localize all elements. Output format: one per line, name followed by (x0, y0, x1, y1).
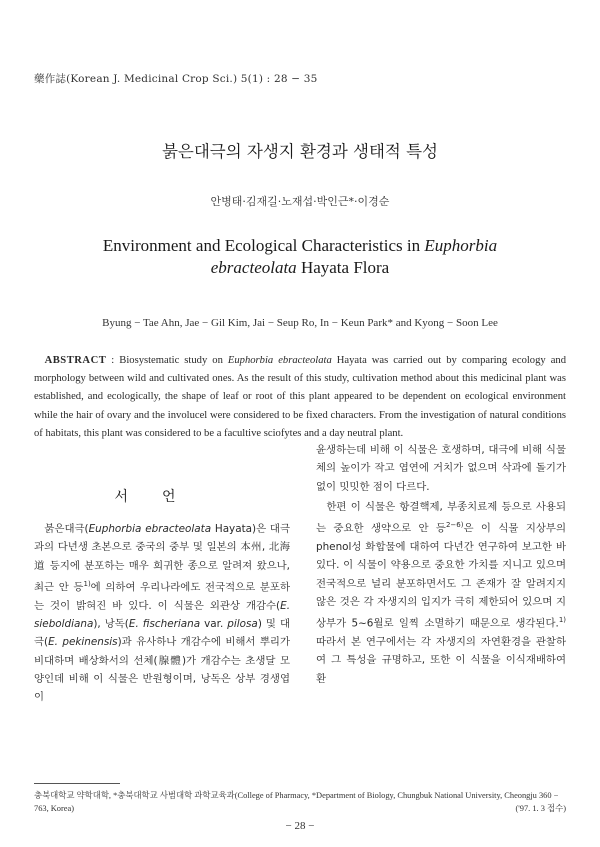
abstract-label: ABSTRACT (44, 355, 107, 366)
left-column (34, 520, 290, 706)
left-p1-f: )과 유사하나 개감수에 비해서 뿌리가 비대하며 배상화서의 선체(腺體)가 개감수는 초생달 모양인데 비해 이 식물은 반원형이며, 낭독은 상부 경생엽이 (34, 636, 291, 704)
authors-korean: 안병태·김재길·노재섭·박인근*·이경순 (210, 195, 390, 208)
left-p1-d: ), 낭독( (93, 617, 129, 630)
left-p1-e2: E. fischeriana (128, 617, 201, 630)
left-p1-var: var. (200, 617, 228, 630)
left-p1-e3: pilosa (227, 617, 258, 630)
abstract (34, 352, 566, 443)
footnote (34, 790, 566, 815)
journal-header: 藥作誌(Korean J. Medicinal Crop Sci.) 5(1) : 28 − 35 (34, 73, 318, 85)
left-p1-b: Hayata)은 대극과의 다년생 초본으로 중국의 중부 및 일본의 本州, 北海道 등지에 분포하는 매우 희귀한 종으로 알려져 왔으나, 최근 안 등 (34, 523, 290, 594)
right-column (316, 441, 566, 688)
title-english-species: ebracteolata (210, 258, 297, 277)
footnote-rule (34, 783, 120, 784)
right-p2-ref1: 2−6) (445, 521, 464, 530)
left-p1-e: ) 및 대극( (34, 617, 291, 649)
title-english (60, 235, 540, 279)
page-number: − 28 − (285, 820, 315, 832)
right-p1: 윤생하는데 비해 이 식물은 호생하며, 대극에 비해 식물체의 높이가 작고 엽연에 거치가 없으며 삭과에 돌기가 없이 밋밋한 점이 다르다. (316, 444, 566, 493)
right-p2-b: 은 이 식물 지상부의 phenol성 화합물에 대하여 다년간 연구하여 보고한 바 있다. 이 식물이 약용으로 중요한 가치를 지니고 있으며 전국적으로 널리 분포하면서도 그 존재가 잘 알려지지 않은 것은 각 자생지의 입지가 극히 제한되어 있으며 지상부가 5∼6월로 일찍 소멸하기 때문으로 생각된다. (316, 522, 566, 630)
right-p2-a: 한편 이 식물은 항결핵제, 부종치료제 등으로 사용되는 중요한 생약으로 안 등 (316, 500, 566, 535)
footnote-affiliation: 충북대학교 약학대학, *충북대학교 사범대학 과학교육과(College of Pharmacy, *Department of Biology, Chungbuk National University, Cheongju 360 − 763, Korea) (34, 791, 559, 813)
abstract-sep: : Biosystematic study on (106, 355, 228, 366)
title-korean: 붉은대극의 자생지 환경과 생태적 특성 (161, 142, 438, 161)
left-p1-ref1: 1) (83, 579, 91, 588)
section-heading: 서언 (114, 489, 210, 505)
title-english-part1: Environment and Ecological Characteristics in (102, 236, 425, 255)
title-english-part2: Hayata Flora (296, 258, 390, 277)
received-date: ('97. 1. 3 접수) (515, 803, 566, 813)
left-p1-e1: E. sieboldiana (34, 599, 290, 630)
left-p1-c: 에 의하여 우리나라에도 전국적으로 분포하는 것이 밝혀진 바 있다. 이 식물은 외관상 개감수( (34, 581, 290, 612)
abstract-species: Euphorbia ebracteolata (227, 355, 332, 366)
authors-english: Byung − Tae Ahn, Jae − Gil Kim, Jai − Seup Ro, In − Keun Park* and Kyong − Soon Lee (102, 317, 498, 329)
right-p2-c: 따라서 본 연구에서는 각 자생지의 자연환경을 관찰하여 그 특성을 규명하고, 또한 이 식물을 이식재배하여 환 (316, 635, 566, 685)
left-p1-species: Euphorbia ebracteolata (88, 523, 212, 535)
left-p1-a: 붉은대극( (44, 523, 89, 535)
title-english-genus: Euphorbia (424, 236, 498, 255)
abstract-text: Hayata was carried out by comparing ecology and morphology between wild and cultivated ones. As the result of this study, cultivation method about this medicinal plant was established, and ecologically, the shape of leaf or root of this plant appeared to be dependent on ecological environment while the hair of ovary and the involucel were considered to be fixed characters. From the investigation of natural conditions of habitats, this plant was considered to be a facultive sciofytes and a day neutral plant. (34, 355, 567, 439)
left-p1-e4: E. pekinensis (48, 636, 118, 649)
right-p2-ref2: 1) (558, 616, 566, 625)
